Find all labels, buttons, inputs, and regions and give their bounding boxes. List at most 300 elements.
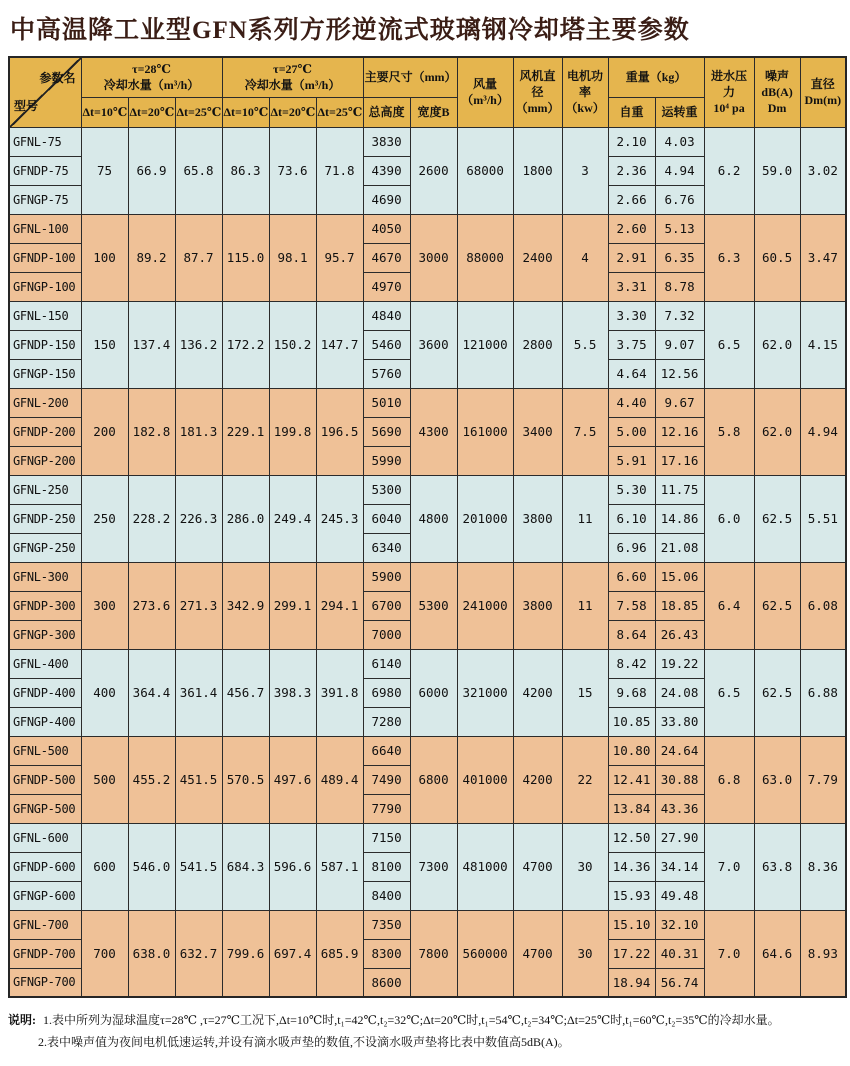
width-b-cell: 6800 xyxy=(410,736,457,823)
model-cell: GFNGP-100 xyxy=(9,272,81,301)
diameter-cell: 8.36 xyxy=(800,823,846,910)
total-height-cell: 5460 xyxy=(363,330,410,359)
noise-cell: 63.0 xyxy=(754,736,800,823)
total-height-cell: 7350 xyxy=(363,910,410,939)
run-weight-cell: 6.76 xyxy=(655,185,704,214)
width-b-cell: 4800 xyxy=(410,475,457,562)
notes xyxy=(8,1010,844,1053)
flow-tau28-cell: 136.2 xyxy=(175,301,222,388)
diameter-line2: Dm(m) xyxy=(804,93,842,108)
model-cell: GFNGP-75 xyxy=(9,185,81,214)
diameter-cell: 4.15 xyxy=(800,301,846,388)
self-weight-cell: 7.58 xyxy=(608,591,655,620)
fan-dia-cell: 4700 xyxy=(513,910,562,997)
model-cell: GFNGP-500 xyxy=(9,794,81,823)
motor-power-line1: 电机功率 xyxy=(567,68,604,100)
diagonal-header-cell xyxy=(9,57,81,127)
model-cell: GFNDP-600 xyxy=(9,852,81,881)
self-weight-cell: 18.94 xyxy=(608,968,655,997)
model-cell: GFNL-250 xyxy=(9,475,81,504)
fan-dia-cell: 1800 xyxy=(513,127,562,214)
fan-dia-cell: 4700 xyxy=(513,823,562,910)
tau28-line2: 冷却水量（m³/h） xyxy=(103,78,200,93)
model-cell: GFNL-75 xyxy=(9,127,81,156)
note-1-text: 1.表中所列为湿球温度τ=28℃ ,τ=27℃工况下,Δt=10℃时,t₁=42℃,t₂=32℃;Δt=20℃时,t₁=54℃,t₂=34℃;Δt=25℃时,t₁=60℃,t₂=35℃的冷却水量。 xyxy=(43,1013,780,1027)
flow-tau28-cell: 638.0 xyxy=(128,910,175,997)
flow-tau27-cell: 342.9 xyxy=(222,562,269,649)
flow-tau28-cell: 228.2 xyxy=(128,475,175,562)
noise-cell: 64.6 xyxy=(754,910,800,997)
motor-power-cell: 11 xyxy=(562,562,608,649)
run-weight-cell: 11.75 xyxy=(655,475,704,504)
run-weight-cell: 27.90 xyxy=(655,823,704,852)
run-weight-cell: 12.16 xyxy=(655,417,704,446)
notes-label: 说明: xyxy=(8,1013,36,1027)
flow-tau27-cell: 685.9 xyxy=(316,910,363,997)
airflow-cell: 560000 xyxy=(457,910,513,997)
tau28-delta25-header: Δt=25℃ xyxy=(175,97,222,127)
flow-tau27-cell: 456.7 xyxy=(222,649,269,736)
flow-tau27-cell: 199.8 xyxy=(269,388,316,475)
table-row xyxy=(9,301,846,330)
airflow-cell: 121000 xyxy=(457,301,513,388)
total-height-cell: 7280 xyxy=(363,707,410,736)
total-height-cell: 5990 xyxy=(363,446,410,475)
tau28-delta20-header: Δt=20℃ xyxy=(128,97,175,127)
airflow-cell: 68000 xyxy=(457,127,513,214)
motor-power-cell: 30 xyxy=(562,910,608,997)
width-b-cell: 2600 xyxy=(410,127,457,214)
run-weight-cell: 4.03 xyxy=(655,127,704,156)
diameter-line1: 直径 xyxy=(810,77,835,92)
flow-tau27-cell: 489.4 xyxy=(316,736,363,823)
flow-tau28-cell: 66.9 xyxy=(128,127,175,214)
model-cell: GFNL-600 xyxy=(9,823,81,852)
airflow-cell: 321000 xyxy=(457,649,513,736)
flow-tau28-cell: 182.8 xyxy=(128,388,175,475)
width-b-cell: 7800 xyxy=(410,910,457,997)
noise-cell: 62.5 xyxy=(754,649,800,736)
table-row xyxy=(9,127,846,156)
total-height-cell: 8300 xyxy=(363,939,410,968)
fan-dia-cell: 2800 xyxy=(513,301,562,388)
total-height-cell: 3830 xyxy=(363,127,410,156)
model-cell: GFNDP-150 xyxy=(9,330,81,359)
airflow-cell: 481000 xyxy=(457,823,513,910)
motor-power-cell: 22 xyxy=(562,736,608,823)
self-weight-cell: 15.10 xyxy=(608,910,655,939)
model-cell: GFNL-150 xyxy=(9,301,81,330)
tau28-group-header xyxy=(81,57,222,97)
table-row xyxy=(9,823,846,852)
airflow-line1: 风量 xyxy=(473,77,498,92)
flow-tau27-cell: 294.1 xyxy=(316,562,363,649)
spec-table xyxy=(8,56,847,998)
flow-tau28-cell: 451.5 xyxy=(175,736,222,823)
param-name-label: 参数名 xyxy=(39,71,76,85)
tau28-delta10-header: Δt=10℃ xyxy=(81,97,128,127)
table-row xyxy=(9,214,846,243)
table-row xyxy=(9,475,846,504)
model-cell: GFNDP-100 xyxy=(9,243,81,272)
flow-tau27-cell: 95.7 xyxy=(316,214,363,301)
fan-dia-cell: 3800 xyxy=(513,475,562,562)
width-b-cell: 6000 xyxy=(410,649,457,736)
flow-tau27-cell: 150.2 xyxy=(269,301,316,388)
run-weight-cell: 40.31 xyxy=(655,939,704,968)
diameter-cell: 4.94 xyxy=(800,388,846,475)
motor-power-cell: 4 xyxy=(562,214,608,301)
model-cell: GFNL-200 xyxy=(9,388,81,417)
total-height-cell: 6640 xyxy=(363,736,410,765)
flow-tau27-cell: 299.1 xyxy=(269,562,316,649)
self-weight-cell: 5.00 xyxy=(608,417,655,446)
self-weight-cell: 5.91 xyxy=(608,446,655,475)
flow-tau27-cell: 398.3 xyxy=(269,649,316,736)
flow-tau28-cell: 87.7 xyxy=(175,214,222,301)
total-height-cell: 7490 xyxy=(363,765,410,794)
pressure-cell: 6.0 xyxy=(704,475,754,562)
diameter-cell: 6.88 xyxy=(800,649,846,736)
model-cell: GFNDP-300 xyxy=(9,591,81,620)
self-weight-cell: 6.60 xyxy=(608,562,655,591)
run-weight-cell: 56.74 xyxy=(655,968,704,997)
flow-tau27-cell: 245.3 xyxy=(316,475,363,562)
flow-tau27-cell: 286.0 xyxy=(222,475,269,562)
airflow-cell: 201000 xyxy=(457,475,513,562)
pressure-line2: 10⁴ pa xyxy=(713,101,745,116)
flow-tau28-cell: 700 xyxy=(81,910,128,997)
flow-tau28-cell: 226.3 xyxy=(175,475,222,562)
self-weight-cell: 14.36 xyxy=(608,852,655,881)
fan-dia-header xyxy=(513,57,562,127)
run-weight-cell: 19.22 xyxy=(655,649,704,678)
motor-power-header xyxy=(562,57,608,127)
flow-tau28-cell: 541.5 xyxy=(175,823,222,910)
pressure-cell: 5.8 xyxy=(704,388,754,475)
self-weight-cell: 6.96 xyxy=(608,533,655,562)
total-height-cell: 7150 xyxy=(363,823,410,852)
run-weight-cell: 9.67 xyxy=(655,388,704,417)
flow-tau28-cell: 400 xyxy=(81,649,128,736)
flow-tau28-cell: 181.3 xyxy=(175,388,222,475)
run-weight-cell: 4.94 xyxy=(655,156,704,185)
fan-dia-cell: 3800 xyxy=(513,562,562,649)
run-weight-cell: 9.07 xyxy=(655,330,704,359)
diameter-cell: 6.08 xyxy=(800,562,846,649)
flow-tau28-cell: 455.2 xyxy=(128,736,175,823)
self-weight-cell: 10.80 xyxy=(608,736,655,765)
tau27-delta20-header: Δt=20℃ xyxy=(269,97,316,127)
model-cell: GFNDP-700 xyxy=(9,939,81,968)
total-height-cell: 4390 xyxy=(363,156,410,185)
diameter-cell: 5.51 xyxy=(800,475,846,562)
run-weight-cell: 43.36 xyxy=(655,794,704,823)
fan-dia-line2: （mm） xyxy=(515,101,560,116)
flow-tau27-cell: 570.5 xyxy=(222,736,269,823)
flow-tau27-cell: 596.6 xyxy=(269,823,316,910)
self-weight-cell: 15.93 xyxy=(608,881,655,910)
airflow-cell: 88000 xyxy=(457,214,513,301)
model-cell: GFNGP-600 xyxy=(9,881,81,910)
total-height-cell: 7790 xyxy=(363,794,410,823)
run-weight-cell: 14.86 xyxy=(655,504,704,533)
fan-dia-cell: 2400 xyxy=(513,214,562,301)
flow-tau28-cell: 600 xyxy=(81,823,128,910)
run-weight-cell: 26.43 xyxy=(655,620,704,649)
pressure-cell: 6.5 xyxy=(704,301,754,388)
table-header xyxy=(9,57,846,127)
total-height-cell: 6040 xyxy=(363,504,410,533)
airflow-line2: （m³/h） xyxy=(461,93,509,108)
flow-tau28-cell: 250 xyxy=(81,475,128,562)
model-cell: GFNL-100 xyxy=(9,214,81,243)
flow-tau27-cell: 73.6 xyxy=(269,127,316,214)
total-height-cell: 4840 xyxy=(363,301,410,330)
total-height-cell: 4050 xyxy=(363,214,410,243)
flow-tau27-cell: 147.7 xyxy=(316,301,363,388)
run-weight-cell: 24.64 xyxy=(655,736,704,765)
fan-dia-cell: 4200 xyxy=(513,736,562,823)
model-cell: GFNGP-700 xyxy=(9,968,81,997)
self-weight-cell: 3.31 xyxy=(608,272,655,301)
self-weight-cell: 10.85 xyxy=(608,707,655,736)
total-height-cell: 5300 xyxy=(363,475,410,504)
flow-tau28-cell: 546.0 xyxy=(128,823,175,910)
run-weight-cell: 7.32 xyxy=(655,301,704,330)
total-height-cell: 8600 xyxy=(363,968,410,997)
self-weight-cell: 8.64 xyxy=(608,620,655,649)
flow-tau27-cell: 684.3 xyxy=(222,823,269,910)
run-weight-cell: 8.78 xyxy=(655,272,704,301)
flow-tau28-cell: 137.4 xyxy=(128,301,175,388)
model-cell: GFNL-400 xyxy=(9,649,81,678)
self-weight-header: 自重 xyxy=(608,97,655,127)
model-cell: GFNDP-200 xyxy=(9,417,81,446)
run-weight-cell: 21.08 xyxy=(655,533,704,562)
flow-tau27-cell: 172.2 xyxy=(222,301,269,388)
model-cell: GFNDP-400 xyxy=(9,678,81,707)
run-weight-cell: 34.14 xyxy=(655,852,704,881)
self-weight-cell: 2.66 xyxy=(608,185,655,214)
total-height-cell: 5900 xyxy=(363,562,410,591)
total-height-header: 总高度 xyxy=(363,97,410,127)
diameter-header xyxy=(800,57,846,127)
noise-line1: 噪声 xyxy=(765,68,790,83)
flow-tau27-cell: 249.4 xyxy=(269,475,316,562)
self-weight-cell: 5.30 xyxy=(608,475,655,504)
flow-tau27-cell: 799.6 xyxy=(222,910,269,997)
model-type-label: 型号 xyxy=(14,99,39,114)
pressure-cell: 6.3 xyxy=(704,214,754,301)
flow-tau27-cell: 196.5 xyxy=(316,388,363,475)
self-weight-cell: 2.10 xyxy=(608,127,655,156)
motor-power-cell: 15 xyxy=(562,649,608,736)
tau27-delta25-header: Δt=25℃ xyxy=(316,97,363,127)
noise-cell: 60.5 xyxy=(754,214,800,301)
model-cell: GFNGP-250 xyxy=(9,533,81,562)
motor-power-cell: 5.5 xyxy=(562,301,608,388)
airflow-header xyxy=(457,57,513,127)
flow-tau28-cell: 200 xyxy=(81,388,128,475)
self-weight-cell: 9.68 xyxy=(608,678,655,707)
self-weight-cell: 17.22 xyxy=(608,939,655,968)
noise-line2: dB(A) Dm xyxy=(761,85,793,116)
flow-tau28-cell: 300 xyxy=(81,562,128,649)
run-weight-cell: 6.35 xyxy=(655,243,704,272)
run-weight-cell: 18.85 xyxy=(655,591,704,620)
run-weight-header: 运转重 xyxy=(655,97,704,127)
total-height-cell: 7000 xyxy=(363,620,410,649)
total-height-cell: 4690 xyxy=(363,185,410,214)
model-cell: GFNGP-150 xyxy=(9,359,81,388)
width-b-cell: 7300 xyxy=(410,823,457,910)
run-weight-cell: 12.56 xyxy=(655,359,704,388)
total-height-cell: 6980 xyxy=(363,678,410,707)
model-cell: GFNGP-400 xyxy=(9,707,81,736)
width-b-header: 宽度B xyxy=(410,97,457,127)
self-weight-cell: 3.75 xyxy=(608,330,655,359)
note-2-text: 2.表中噪声值为夜间电机低速运转,并设有滴水吸声垫的数值,不设滴水吸声垫将比表中数值高5dB(A)。 xyxy=(38,1034,570,1049)
self-weight-cell: 8.42 xyxy=(608,649,655,678)
motor-power-cell: 11 xyxy=(562,475,608,562)
tau27-line1: τ=27℃ xyxy=(273,62,312,77)
flow-tau28-cell: 89.2 xyxy=(128,214,175,301)
motor-power-cell: 3 xyxy=(562,127,608,214)
table-row xyxy=(9,562,846,591)
diameter-cell: 8.93 xyxy=(800,910,846,997)
self-weight-cell: 4.40 xyxy=(608,388,655,417)
noise-cell: 62.5 xyxy=(754,562,800,649)
total-height-cell: 5010 xyxy=(363,388,410,417)
flow-tau28-cell: 65.8 xyxy=(175,127,222,214)
diameter-cell: 3.47 xyxy=(800,214,846,301)
total-height-cell: 4970 xyxy=(363,272,410,301)
total-height-cell: 8100 xyxy=(363,852,410,881)
flow-tau27-cell: 697.4 xyxy=(269,910,316,997)
fan-dia-cell: 3400 xyxy=(513,388,562,475)
table-row xyxy=(9,388,846,417)
tau27-group-header xyxy=(222,57,363,97)
fan-dia-cell: 4200 xyxy=(513,649,562,736)
run-weight-cell: 24.08 xyxy=(655,678,704,707)
run-weight-cell: 30.88 xyxy=(655,765,704,794)
tau27-delta10-header: Δt=10℃ xyxy=(222,97,269,127)
table-row xyxy=(9,649,846,678)
self-weight-cell: 2.91 xyxy=(608,243,655,272)
flow-tau28-cell: 632.7 xyxy=(175,910,222,997)
flow-tau27-cell: 71.8 xyxy=(316,127,363,214)
pressure-cell: 7.0 xyxy=(704,823,754,910)
pressure-cell: 6.5 xyxy=(704,649,754,736)
model-cell: GFNL-700 xyxy=(9,910,81,939)
flow-tau27-cell: 229.1 xyxy=(222,388,269,475)
flow-tau28-cell: 500 xyxy=(81,736,128,823)
pressure-line1: 进水压力 xyxy=(711,68,748,100)
tau28-line1: τ=28℃ xyxy=(132,62,171,77)
fan-dia-line1: 风机直径 xyxy=(519,68,556,100)
pressure-cell: 6.8 xyxy=(704,736,754,823)
weight-group-header: 重量（kg） xyxy=(608,57,704,97)
noise-cell: 62.5 xyxy=(754,475,800,562)
noise-cell: 63.8 xyxy=(754,823,800,910)
page-title: 中高温降工业型GFN系列方形逆流式玻璃钢冷却塔主要参数 xyxy=(10,17,690,44)
flow-tau28-cell: 361.4 xyxy=(175,649,222,736)
note-line-1 xyxy=(8,1010,844,1032)
tau27-line2: 冷却水量（m³/h） xyxy=(244,78,341,93)
self-weight-cell: 3.30 xyxy=(608,301,655,330)
model-cell: GFNGP-200 xyxy=(9,446,81,475)
width-b-cell: 3000 xyxy=(410,214,457,301)
width-b-cell: 5300 xyxy=(410,562,457,649)
total-height-cell: 6340 xyxy=(363,533,410,562)
self-weight-cell: 12.41 xyxy=(608,765,655,794)
airflow-cell: 241000 xyxy=(457,562,513,649)
model-cell: GFNDP-250 xyxy=(9,504,81,533)
noise-cell: 62.0 xyxy=(754,301,800,388)
table-body xyxy=(9,127,846,997)
flow-tau27-cell: 391.8 xyxy=(316,649,363,736)
model-cell: GFNGP-300 xyxy=(9,620,81,649)
self-weight-cell: 2.60 xyxy=(608,214,655,243)
pressure-header xyxy=(704,57,754,127)
run-weight-cell: 32.10 xyxy=(655,910,704,939)
flow-tau27-cell: 497.6 xyxy=(269,736,316,823)
flow-tau28-cell: 150 xyxy=(81,301,128,388)
run-weight-cell: 49.48 xyxy=(655,881,704,910)
motor-power-line2: （kw） xyxy=(565,101,605,116)
total-height-cell: 6140 xyxy=(363,649,410,678)
pressure-cell: 6.4 xyxy=(704,562,754,649)
run-weight-cell: 5.13 xyxy=(655,214,704,243)
flow-tau27-cell: 587.1 xyxy=(316,823,363,910)
model-cell: GFNDP-500 xyxy=(9,765,81,794)
flow-tau28-cell: 75 xyxy=(81,127,128,214)
flow-tau28-cell: 100 xyxy=(81,214,128,301)
airflow-cell: 401000 xyxy=(457,736,513,823)
total-height-cell: 5690 xyxy=(363,417,410,446)
width-b-cell: 4300 xyxy=(410,388,457,475)
total-height-cell: 5760 xyxy=(363,359,410,388)
flow-tau28-cell: 364.4 xyxy=(128,649,175,736)
total-height-cell: 6700 xyxy=(363,591,410,620)
flow-tau28-cell: 271.3 xyxy=(175,562,222,649)
table-row xyxy=(9,910,846,939)
pressure-cell: 6.2 xyxy=(704,127,754,214)
self-weight-cell: 12.50 xyxy=(608,823,655,852)
flow-tau27-cell: 115.0 xyxy=(222,214,269,301)
model-cell: GFNL-500 xyxy=(9,736,81,765)
total-height-cell: 4670 xyxy=(363,243,410,272)
noise-cell: 59.0 xyxy=(754,127,800,214)
header-row-1 xyxy=(9,57,846,97)
motor-power-cell: 30 xyxy=(562,823,608,910)
self-weight-cell: 13.84 xyxy=(608,794,655,823)
airflow-cell: 161000 xyxy=(457,388,513,475)
width-b-cell: 3600 xyxy=(410,301,457,388)
self-weight-cell: 6.10 xyxy=(608,504,655,533)
flow-tau27-cell: 98.1 xyxy=(269,214,316,301)
table-row xyxy=(9,736,846,765)
note-line-2 xyxy=(8,1032,844,1054)
total-height-cell: 8400 xyxy=(363,881,410,910)
noise-header xyxy=(754,57,800,127)
dims-group-header: 主要尺寸（mm） xyxy=(363,57,457,97)
model-cell: GFNDP-75 xyxy=(9,156,81,185)
motor-power-cell: 7.5 xyxy=(562,388,608,475)
run-weight-cell: 15.06 xyxy=(655,562,704,591)
model-cell: GFNL-300 xyxy=(9,562,81,591)
